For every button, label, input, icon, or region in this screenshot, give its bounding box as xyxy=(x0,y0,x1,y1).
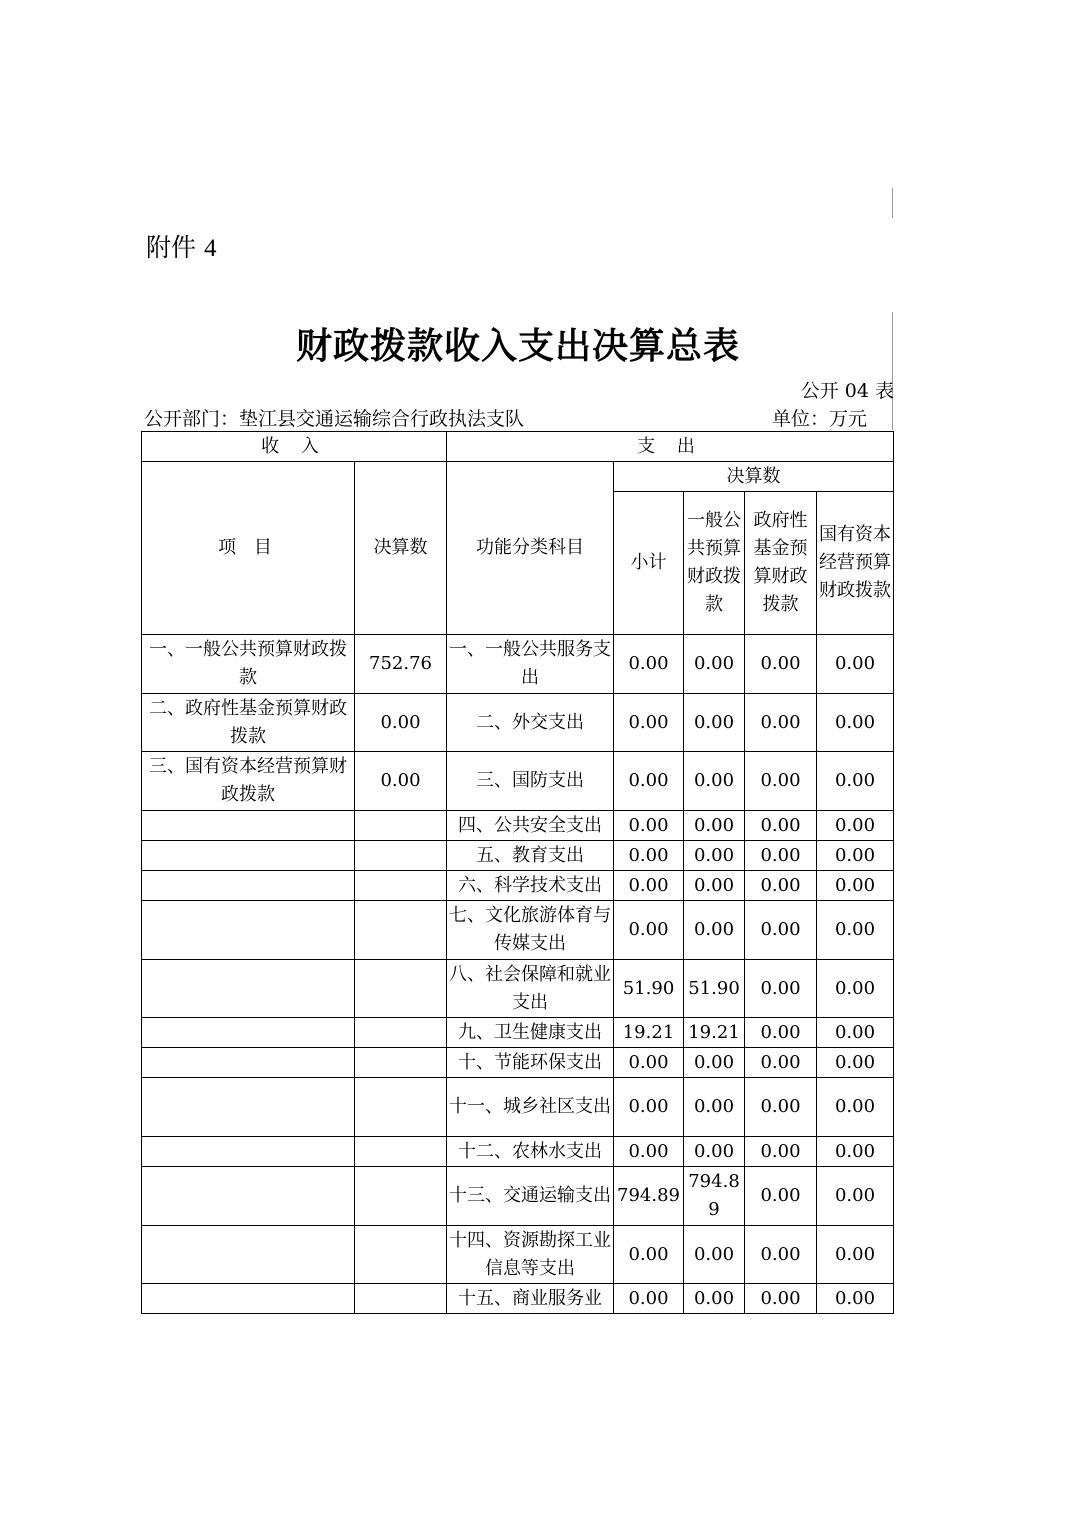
subtotal-cell: 0.00 xyxy=(614,841,684,871)
general-budget-cell: 0.00 xyxy=(684,811,745,841)
gov-fund-cell: 0.00 xyxy=(745,1226,817,1284)
state-capital-cell: 0.00 xyxy=(817,1137,894,1167)
state-capital-cell: 0.00 xyxy=(817,752,894,811)
table-row xyxy=(142,1226,894,1284)
table-row xyxy=(142,841,894,871)
table-row xyxy=(142,752,894,811)
income-item-cell: 一、一般公共预算财政拨款 xyxy=(142,635,355,694)
table-row xyxy=(142,1078,894,1137)
table-row xyxy=(142,1137,894,1167)
subtotal-cell: 0.00 xyxy=(614,694,684,752)
gov-fund-cell: 0.00 xyxy=(745,1078,817,1137)
unit-label: 单位：万元 xyxy=(772,408,868,430)
subtotal-cell: 0.00 xyxy=(614,1137,684,1167)
subtotal-cell: 0.00 xyxy=(614,1226,684,1284)
gov-fund-cell: 0.00 xyxy=(745,752,817,811)
gov-fund-cell: 0.00 xyxy=(745,1137,817,1167)
gov-fund-header: 政府性基金预算财政拨款 xyxy=(745,492,817,635)
income-amount-cell xyxy=(355,901,447,960)
table-row xyxy=(142,1167,894,1226)
income-amount-cell xyxy=(355,811,447,841)
subtotal-header: 小计 xyxy=(614,492,684,635)
subtotal-cell: 51.90 xyxy=(614,960,684,1018)
income-section-header: 收 入 xyxy=(142,432,447,462)
income-amount-cell xyxy=(355,1048,447,1078)
function-category-cell: 二、外交支出 xyxy=(447,694,614,752)
subtotal-cell: 0.00 xyxy=(614,1284,684,1314)
subtotal-cell: 0.00 xyxy=(614,1048,684,1078)
general-budget-cell: 0.00 xyxy=(684,901,745,960)
state-capital-cell: 0.00 xyxy=(817,1048,894,1078)
general-budget-cell: 0.00 xyxy=(684,1078,745,1137)
income-amount-cell: 0.00 xyxy=(355,752,447,811)
income-item-cell xyxy=(142,811,355,841)
income-amount-cell xyxy=(355,1078,447,1137)
income-amount-cell xyxy=(355,960,447,1018)
income-amount-cell xyxy=(355,1018,447,1048)
income-amount-cell xyxy=(355,1226,447,1284)
budget-group-row xyxy=(142,462,894,492)
budget-table xyxy=(141,431,894,1314)
general-budget-header: 一般公共预算财政拨款 xyxy=(684,492,745,635)
table-row xyxy=(142,901,894,960)
budget-group-header: 决算数 xyxy=(614,462,894,492)
state-capital-cell: 0.00 xyxy=(817,841,894,871)
table-code: 公开 04 表 xyxy=(800,380,894,402)
function-category-header: 功能分类科目 xyxy=(447,462,614,635)
function-category-cell: 十、节能环保支出 xyxy=(447,1048,614,1078)
gov-fund-cell: 0.00 xyxy=(745,635,817,694)
function-category-cell: 十三、交通运输支出 xyxy=(447,1167,614,1226)
gov-fund-cell: 0.00 xyxy=(745,1167,817,1226)
section-header-row xyxy=(142,432,894,462)
table-row xyxy=(142,635,894,694)
table-row xyxy=(142,960,894,1018)
income-item-cell xyxy=(142,841,355,871)
state-capital-header: 国有资本经营预算财政拨款 xyxy=(817,492,894,635)
income-item-cell xyxy=(142,1048,355,1078)
general-budget-cell: 0.00 xyxy=(684,1284,745,1314)
income-amount-cell xyxy=(355,841,447,871)
general-budget-cell: 0.00 xyxy=(684,1137,745,1167)
gov-fund-cell: 0.00 xyxy=(745,811,817,841)
function-category-cell: 一、一般公共服务支出 xyxy=(447,635,614,694)
income-amount-cell: 0.00 xyxy=(355,694,447,752)
income-item-cell: 二、政府性基金预算财政拨款 xyxy=(142,694,355,752)
attachment-number: 4 xyxy=(203,235,217,262)
subtotal-cell: 0.00 xyxy=(614,752,684,811)
state-capital-cell: 0.00 xyxy=(817,635,894,694)
general-budget-cell: 0.00 xyxy=(684,635,745,694)
function-category-cell: 三、国防支出 xyxy=(447,752,614,811)
general-budget-cell: 0.00 xyxy=(684,871,745,901)
income-amount-cell xyxy=(355,871,447,901)
state-capital-cell: 0.00 xyxy=(817,1284,894,1314)
subtotal-cell: 794.89 xyxy=(614,1167,684,1226)
subtotal-cell: 0.00 xyxy=(614,635,684,694)
general-budget-cell: 0.00 xyxy=(684,752,745,811)
page-title: 财政拨款收入支出决算总表 xyxy=(295,325,740,367)
gov-fund-cell: 0.00 xyxy=(745,960,817,1018)
state-capital-cell: 0.00 xyxy=(817,694,894,752)
income-item-cell xyxy=(142,871,355,901)
subtotal-cell: 0.00 xyxy=(614,811,684,841)
income-item-cell xyxy=(142,1284,355,1314)
income-item-cell xyxy=(142,1078,355,1137)
page-edge-line xyxy=(892,188,893,218)
income-amount-cell xyxy=(355,1167,447,1226)
function-category-cell: 十二、农林水支出 xyxy=(447,1137,614,1167)
state-capital-cell: 0.00 xyxy=(817,1167,894,1226)
table-row xyxy=(142,1048,894,1078)
subtotal-cell: 0.00 xyxy=(614,871,684,901)
function-category-cell: 五、教育支出 xyxy=(447,841,614,871)
table-row xyxy=(142,1284,894,1314)
expense-section-header: 支 出 xyxy=(447,432,894,462)
function-category-cell: 十五、商业服务业 xyxy=(447,1284,614,1314)
state-capital-cell: 0.00 xyxy=(817,1078,894,1137)
subtotal-cell: 0.00 xyxy=(614,901,684,960)
table-row xyxy=(142,1018,894,1048)
function-category-cell: 七、文化旅游体育与传媒支出 xyxy=(447,901,614,960)
gov-fund-cell: 0.00 xyxy=(745,871,817,901)
item-header: 项 目 xyxy=(142,462,355,635)
gov-fund-cell: 0.00 xyxy=(745,1048,817,1078)
income-amount-cell: 752.76 xyxy=(355,635,447,694)
income-item-cell xyxy=(142,1018,355,1048)
table-row xyxy=(142,694,894,752)
income-item-cell xyxy=(142,901,355,960)
function-category-cell: 六、科学技术支出 xyxy=(447,871,614,901)
income-item-cell xyxy=(142,960,355,1018)
general-budget-cell: 0.00 xyxy=(684,694,745,752)
function-category-cell: 十一、城乡社区支出 xyxy=(447,1078,614,1137)
function-category-cell: 九、卫生健康支出 xyxy=(447,1018,614,1048)
income-amount-cell xyxy=(355,1137,447,1167)
gov-fund-cell: 0.00 xyxy=(745,1284,817,1314)
state-capital-cell: 0.00 xyxy=(817,1018,894,1048)
gov-fund-cell: 0.00 xyxy=(745,1018,817,1048)
general-budget-cell: 0.00 xyxy=(684,1048,745,1078)
function-category-cell: 八、社会保障和就业支出 xyxy=(447,960,614,1018)
general-budget-cell: 0.00 xyxy=(684,1226,745,1284)
subtotal-cell: 0.00 xyxy=(614,1078,684,1137)
state-capital-cell: 0.00 xyxy=(817,960,894,1018)
table-row xyxy=(142,871,894,901)
income-item-cell xyxy=(142,1226,355,1284)
attachment-prefix: 附件 xyxy=(146,233,197,262)
income-item-cell: 三、国有资本经营预算财政拨款 xyxy=(142,752,355,811)
state-capital-cell: 0.00 xyxy=(817,901,894,960)
income-amount-header: 决算数 xyxy=(355,462,447,635)
state-capital-cell: 0.00 xyxy=(817,871,894,901)
general-budget-cell: 0.00 xyxy=(684,841,745,871)
state-capital-cell: 0.00 xyxy=(817,1226,894,1284)
general-budget-cell: 794.89 xyxy=(684,1167,745,1226)
income-item-cell xyxy=(142,1167,355,1226)
general-budget-cell: 51.90 xyxy=(684,960,745,1018)
income-amount-cell xyxy=(355,1284,447,1314)
subtotal-cell: 19.21 xyxy=(614,1018,684,1048)
state-capital-cell: 0.00 xyxy=(817,811,894,841)
table-row xyxy=(142,811,894,841)
function-category-cell: 十四、资源勘探工业信息等支出 xyxy=(447,1226,614,1284)
gov-fund-cell: 0.00 xyxy=(745,901,817,960)
department-label: 公开部门：垫江县交通运输综合行政执法支队 xyxy=(144,408,525,430)
function-category-cell: 四、公共安全支出 xyxy=(447,811,614,841)
income-item-cell xyxy=(142,1137,355,1167)
attachment-label xyxy=(146,228,216,264)
general-budget-cell: 19.21 xyxy=(684,1018,745,1048)
gov-fund-cell: 0.00 xyxy=(745,841,817,871)
gov-fund-cell: 0.00 xyxy=(745,694,817,752)
